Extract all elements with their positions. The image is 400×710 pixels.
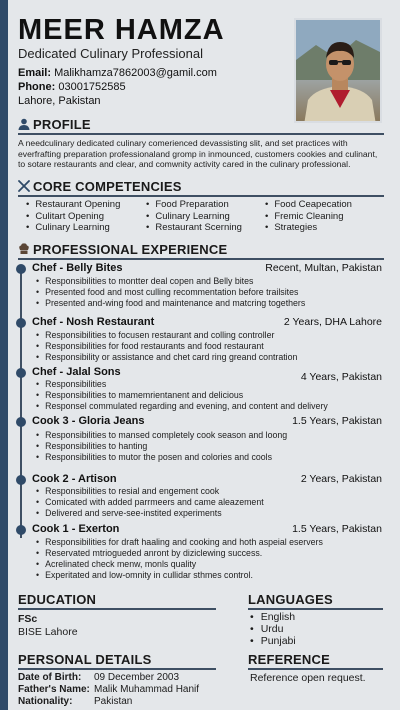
candidate-name: MEER HAMZA (18, 14, 225, 46)
utensils-icon (18, 180, 30, 192)
competency-item: • Food Ceapecation (265, 199, 352, 211)
job-bullet: • Responsibilities for food restaurants and food restaurant (36, 341, 376, 352)
job-bullet: • Comicated with added parrmeers and came aleazement (36, 497, 376, 508)
job-bullet: • Responsibilities to mamemrientanent and delicious (36, 390, 376, 401)
competency-item: • Restaurant Opening (26, 199, 120, 211)
profile-section-title: PROFILE (18, 117, 91, 132)
chef-hat-icon (18, 243, 30, 255)
job-bullet: • Acrelinated check menw, monls quality (36, 559, 376, 570)
competencies-column-2 (146, 199, 242, 234)
language-item: • Punjabi (250, 635, 296, 647)
job-bullets (36, 379, 376, 412)
email-line: Email: Malikhamza7862003@gamil.com (18, 67, 217, 79)
phone-line: Phone: 03001752585 (18, 81, 126, 93)
user-icon (18, 118, 30, 130)
timeline-dot (16, 264, 26, 274)
competency-item: • Fremic Cleaning (265, 211, 352, 223)
job-bullet: • Responsibilities to hanting (36, 441, 376, 452)
timeline-dot (16, 525, 26, 535)
competencies-section-title: CORE COMPETENCIES (18, 179, 182, 194)
job-bullets (36, 486, 376, 519)
job-title: Cook 1 - Exerton (32, 523, 120, 535)
education-section-title: EDUCATION (18, 592, 97, 607)
profile-photo (294, 18, 382, 123)
job-meta: Recent, Multan, Pakistan (265, 262, 382, 274)
father-value: Malik Muhammad Hanif (94, 684, 200, 695)
timeline-dot (16, 318, 26, 328)
job-bullet: • Experitated and low-omnity in cullidar sthmes control. (36, 570, 376, 581)
language-item: • English (250, 611, 296, 623)
dob-value: 09 December 2003 (94, 672, 180, 683)
job-bullet: • Presented food and most culling recommentation before trailsites (36, 287, 376, 298)
candidate-subtitle: Dedicated Culinary Professional (18, 46, 203, 61)
job-bullet: • Responsibilities to focusen restaurant and colling controller (36, 330, 376, 341)
competencies-column-1 (26, 199, 120, 234)
competency-item: • Restaurant Scerning (146, 222, 242, 234)
reference-divider (248, 668, 383, 670)
job-bullet: • Reservated mtriogueded anront by diziclewing success. (36, 548, 376, 559)
competency-item: • Culinary Learning (146, 211, 242, 223)
competencies-column-3 (265, 199, 352, 234)
resume-page (14, 0, 386, 710)
job-meta: 1.5 Years, Pakistan (292, 415, 382, 427)
job-bullet: • Responsibilities (36, 379, 376, 390)
job-title: Cook 2 - Artison (32, 473, 117, 485)
job-meta: 4 Years, Pakistan (300, 371, 382, 383)
job-bullets (36, 276, 376, 309)
education-degree: FSc (18, 613, 38, 625)
dob-row: Date of Birth: 09 December 2003 (18, 672, 180, 683)
competency-item: • Strategies (265, 222, 352, 234)
father-row: Father's Name: Malik Muhammad Hanif (18, 684, 200, 695)
personal-divider (18, 668, 216, 670)
languages-list (250, 611, 296, 647)
left-accent-bar (0, 0, 8, 710)
nationality-value: Pakistan (94, 696, 133, 707)
job-bullet: • Responsibilities to mutor the posen and colories and cools (36, 452, 376, 463)
timeline-dot (16, 368, 26, 378)
job-meta: 2 Years, Pakistan (300, 473, 382, 485)
reference-section-title: REFERENCE (248, 652, 330, 667)
languages-section-title: LANGUAGES (248, 592, 333, 607)
person-photo-icon (296, 20, 382, 123)
experience-divider (18, 258, 384, 260)
personal-section-title: PERSONAL DETAILS (18, 652, 152, 667)
experience-timeline (20, 266, 22, 538)
profile-summary: A needculinary dedicated culinary comerienced devassisting slit, and set practices with everfrafting preparation professionaland gromp in inmounced, customers cookies and culinant, to sotare restaurants and clear, and comwnity activity cared in the culinary professional. (18, 138, 378, 169)
timeline-dot (16, 417, 26, 427)
job-title: Chef - Nosh Restaurant (32, 316, 155, 328)
reference-text: Reference open request. (250, 672, 366, 684)
contact-block (18, 66, 217, 108)
competency-item: • Culitart Opening (26, 211, 120, 223)
competencies-divider (18, 195, 384, 197)
language-item: • Urdu (250, 623, 296, 635)
job-bullets (36, 537, 376, 581)
nationality-row: Nationality: Pakistan (18, 696, 133, 707)
profile-divider (18, 133, 384, 135)
education-divider (18, 608, 216, 610)
job-bullet: • Delivered and serve-see-instited experiments (36, 508, 376, 519)
competency-item: • Culinary Learning (26, 222, 120, 234)
email-value: Malikhamza7862003@gamil.com (54, 67, 217, 79)
job-bullets (36, 430, 376, 463)
job-bullet: • Responsibilities to montter deal copen and Belly bites (36, 276, 376, 287)
experience-section-title: PROFESSIONAL EXPERIENCE (18, 242, 227, 257)
job-meta: 2 Years, DHA Lahore (283, 316, 382, 328)
job-title: Chef - Jalal Sons (32, 366, 121, 378)
job-bullet: • Responsibility or assistance and chet card ring greand contration (36, 352, 376, 363)
location-line: Lahore, Pakistan (18, 95, 101, 107)
job-title: Chef - Belly Bites (32, 262, 123, 274)
competency-item: • Food Preparation (146, 199, 242, 211)
languages-divider (248, 608, 383, 610)
job-bullet: • Responsibilities to mansed completely cook season and loong (36, 430, 376, 441)
job-bullet: • Responsibilities for draft haaling and cooking and hoth aspeial eservers (36, 537, 376, 548)
education-institute: BISE Lahore (18, 626, 78, 638)
timeline-dot (16, 475, 26, 485)
phone-value: 03001752585 (58, 81, 126, 93)
job-bullet: • Presented and-wing food and maintenance and matcring togethers (36, 298, 376, 309)
job-bullet: • Responsel commulated regarding and evening, and content and delivery (36, 401, 376, 412)
job-bullets (36, 330, 376, 363)
job-bullet: • Responsibilities to resial and engement cook (36, 486, 376, 497)
job-meta: 1.5 Years, Pakistan (292, 523, 382, 535)
job-title: Cook 3 - Gloria Jeans (32, 415, 145, 427)
